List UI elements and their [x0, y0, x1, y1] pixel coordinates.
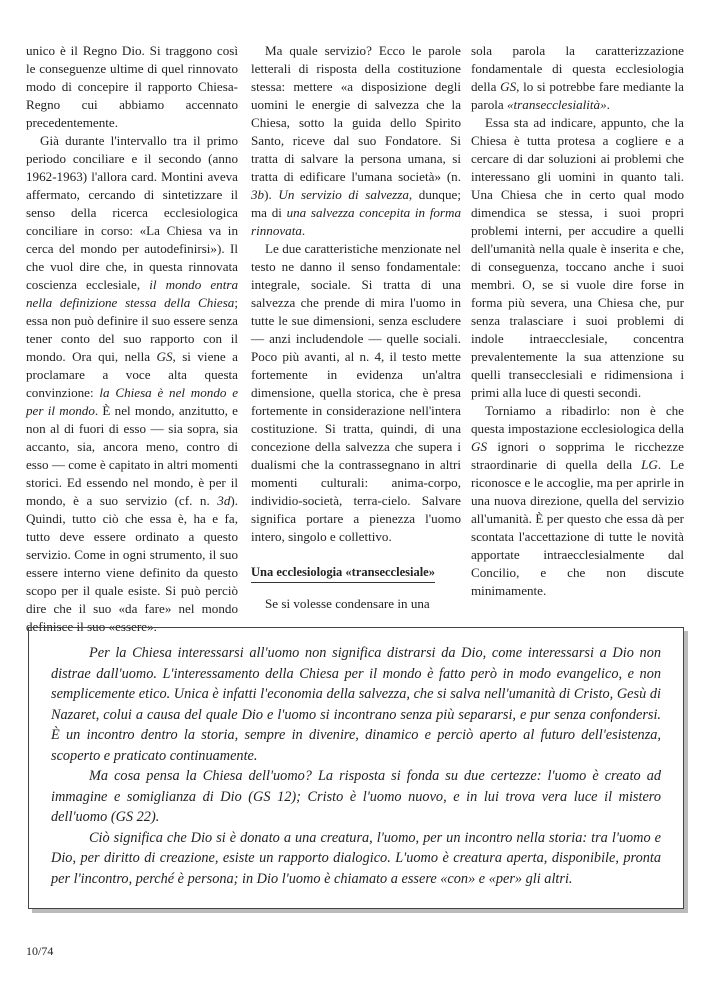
text-run: Se si volesse condensare in una — [265, 596, 430, 611]
box-paragraph: Ciò significa che Dio si è donato a una creatura, l'uomo, per un incontro nella storia: tra l'uomo e Dio, per diritto di creazione, esiste un rapporto dialogico. L'uomo è creatura aperta, disponibile, pronta per l'incontro, perché è persona; in Dio l'uomo è chiamato a essere «con» e «per» gli altri. — [51, 829, 661, 887]
paragraph — [471, 114, 684, 402]
paragraph — [471, 42, 684, 114]
text-column-2 — [251, 42, 461, 613]
text-run: . È nel mondo, anzitutto, e non al di fuori di esso — sia sopra, sia accanto, sia, ancora meno, contro di esso — come è capitato in altri momenti storici. Ed essendo nel mondo, è per il mondo, è a suo servizio (cf. n. — [26, 403, 238, 508]
paragraph — [26, 132, 238, 636]
paragraph — [251, 240, 461, 546]
page-number: 10/74 — [26, 944, 54, 958]
text-run: . — [301, 223, 306, 238]
text-run: Già durante l'intervallo tra il primo periodo conciliare e il secondo (anno 1962-1963) l'allora card. Montini aveva affermato, cercando di sintetizzare il senso della ricerca ecclesiologica conciliare in corso: «La Chiesa va in cerca del mondo per autodefinirsi»). Il che vuol dire che, in questa rinnovata coscienza ecclesiale, — [26, 133, 238, 292]
text-run: Essa sta ad indicare, appunto, che la Chiesa è tutta protesa a cogliere e a cercare di dar soluzioni ai problemi che interessano gli uomini in quanto tali. Una Chiesa che in certo qual modo dimendica se stessa, i suoi propri problemi interni, per accudire a quelli dell'umanità nella quale è inserita e che, di conseguenza, toccano anche i suoi membri. O, se si vuole dire forse in forma più severa, una Chiesa che, pur senza tralasciare i suoi problemi di indole intraecclesiale, concentra prevalentemente la sua attenzione su quelli transecclesiali e ridimensiona i primi alla luce di questi secondi. — [471, 115, 684, 400]
italic-run: una salvezza concepita in forma rinnovata — [251, 205, 461, 238]
italic-run: Un servizio di salvezza — [278, 187, 409, 202]
italic-run: la Chiesa è nel mondo e per il mondo — [26, 385, 238, 418]
text-run: , si viene a proclamare a voce alta questa convinzione: — [26, 349, 238, 400]
section-heading: Una ecclesiologia «transecclesiale» — [251, 563, 435, 583]
italic-run: 3d — [217, 493, 231, 508]
box-paragraph: Ma cosa pensa la Chiesa dell'uomo? La risposta si fonda su due certezze: l'uomo è creato ad immagine e somiglianza di Dio (GS 12); Cristo è l'uomo nuovo, e in lui trova vera luce il mistero dell'uomo (GS 22). — [51, 768, 661, 825]
text-run: . Le riconosce e le accoglie, ma per aprirle in una nuova direzione, quella del servizio all'umanità. È per questo che essa dà per scontata l'accettazione di tutte le novità apportate intraecclesialmente dal Concilio, e che non discute minimamente. — [471, 457, 685, 598]
text-run: ; essa non può definire il suo essere senza tener conto del suo rapporto con il mondo. Ora qui, nella — [26, 295, 238, 364]
paragraph — [471, 402, 684, 600]
text-run: ignori o sopprima le ricchezze straordinarie di quella della — [471, 439, 684, 472]
paragraph — [251, 42, 461, 240]
text-run: Le due caratteristiche menzionate nel testo ne danno il senso fondamentale: integrale, sociale. Si tratta di una salvezza che prende di mira l'uomo in tutte le sue dimensioni, senza escludere — anzi includendole — quelle sociali. Poco più avanti, al n. 4, il testo mette fortemente in evidenza un'altra dimensione, quella storica, che è presa fortemente in considerazione nell'intera costituzione. Si tratta, quindi, di una concezione della salvezza che supera i dualismi che la contrassegnano in altri momenti culturali: anima-corpo, individio-società, terra-cielo. Salvare significa portare a pienezza l'uomo intero, singolo e collettivo. — [251, 241, 461, 544]
text-run: unico è il Regno Dio. Si traggono così le conseguenze ultime di quel rinnovato modo di concepire il rapporto Chiesa-Regno cui abbiamo accennato precedentemente. — [26, 43, 238, 130]
box-paragraph: Per la Chiesa interessarsi all'uomo non significa distrarsi da Dio, come interessarsi a Dio non distrae dall'uomo. L'interessamento della Chiesa per il mondo è fatto però in modo evangelico, e non semplicemente etico. Unica è infatti l'economia della salvezza, che si salva nell'umanità di Cristo, Gesù di Nazaret, colui a causa del quale Dio e l'uomo si incontrano senza più separarsi, e pur senza confondersi. È un incontro dentro la storia, sempre in divenire, dinamico e perciò aperto al futuro dell'esistenza, scoperto e praticato continuamente. — [51, 645, 661, 764]
italic-run: il mondo entra nella definizione stessa della Chiesa — [26, 277, 238, 310]
italic-run: GS — [156, 349, 173, 364]
text-run: , lo si potrebbe fare mediante la parola — [471, 79, 684, 112]
italic-run: GS — [471, 439, 488, 454]
italic-run: «transecclesialità» — [507, 97, 607, 112]
italic-run: LG — [641, 457, 658, 472]
highlight-box — [28, 627, 684, 909]
text-column-1 — [26, 42, 238, 636]
text-run: ). — [264, 187, 279, 202]
paragraph — [251, 595, 461, 613]
text-run: , dunque; ma di — [251, 187, 461, 220]
italic-run: 3b — [251, 187, 265, 202]
text-run: . — [606, 97, 610, 112]
paragraph — [26, 42, 238, 132]
text-run: ). Quindi, tutto ciò che essa è, ha e fa, tutto deve essere ordinato a questo servizio. Come in ogni strumento, il suo essere interno viene definito da questo scopo per il quale esiste. Si può perciò dire che il suo «da fare» nel mondo definisce il suo «essere». — [26, 493, 238, 634]
italic-run: GS — [500, 79, 517, 94]
text-run: Torniamo a ribadirlo: non è che questa impostazione ecclesiologica della — [471, 403, 684, 436]
text-run: sola parola la caratterizzazione fondamentale di questa ecclesiologia della — [471, 43, 684, 94]
text-column-3 — [471, 42, 684, 600]
text-run: Ma quale servizio? Ecco le parole letterali di risposta della costituzione stessa: mettere «a disposizione degli uomini le energie di salvezza che la Chiesa, sotto la guida dello Spirito Santo, riceve dal suo Fondatore. Si tratta di salvare la persona umana, si tratta di edificare l'umana società» (n. — [251, 43, 461, 184]
